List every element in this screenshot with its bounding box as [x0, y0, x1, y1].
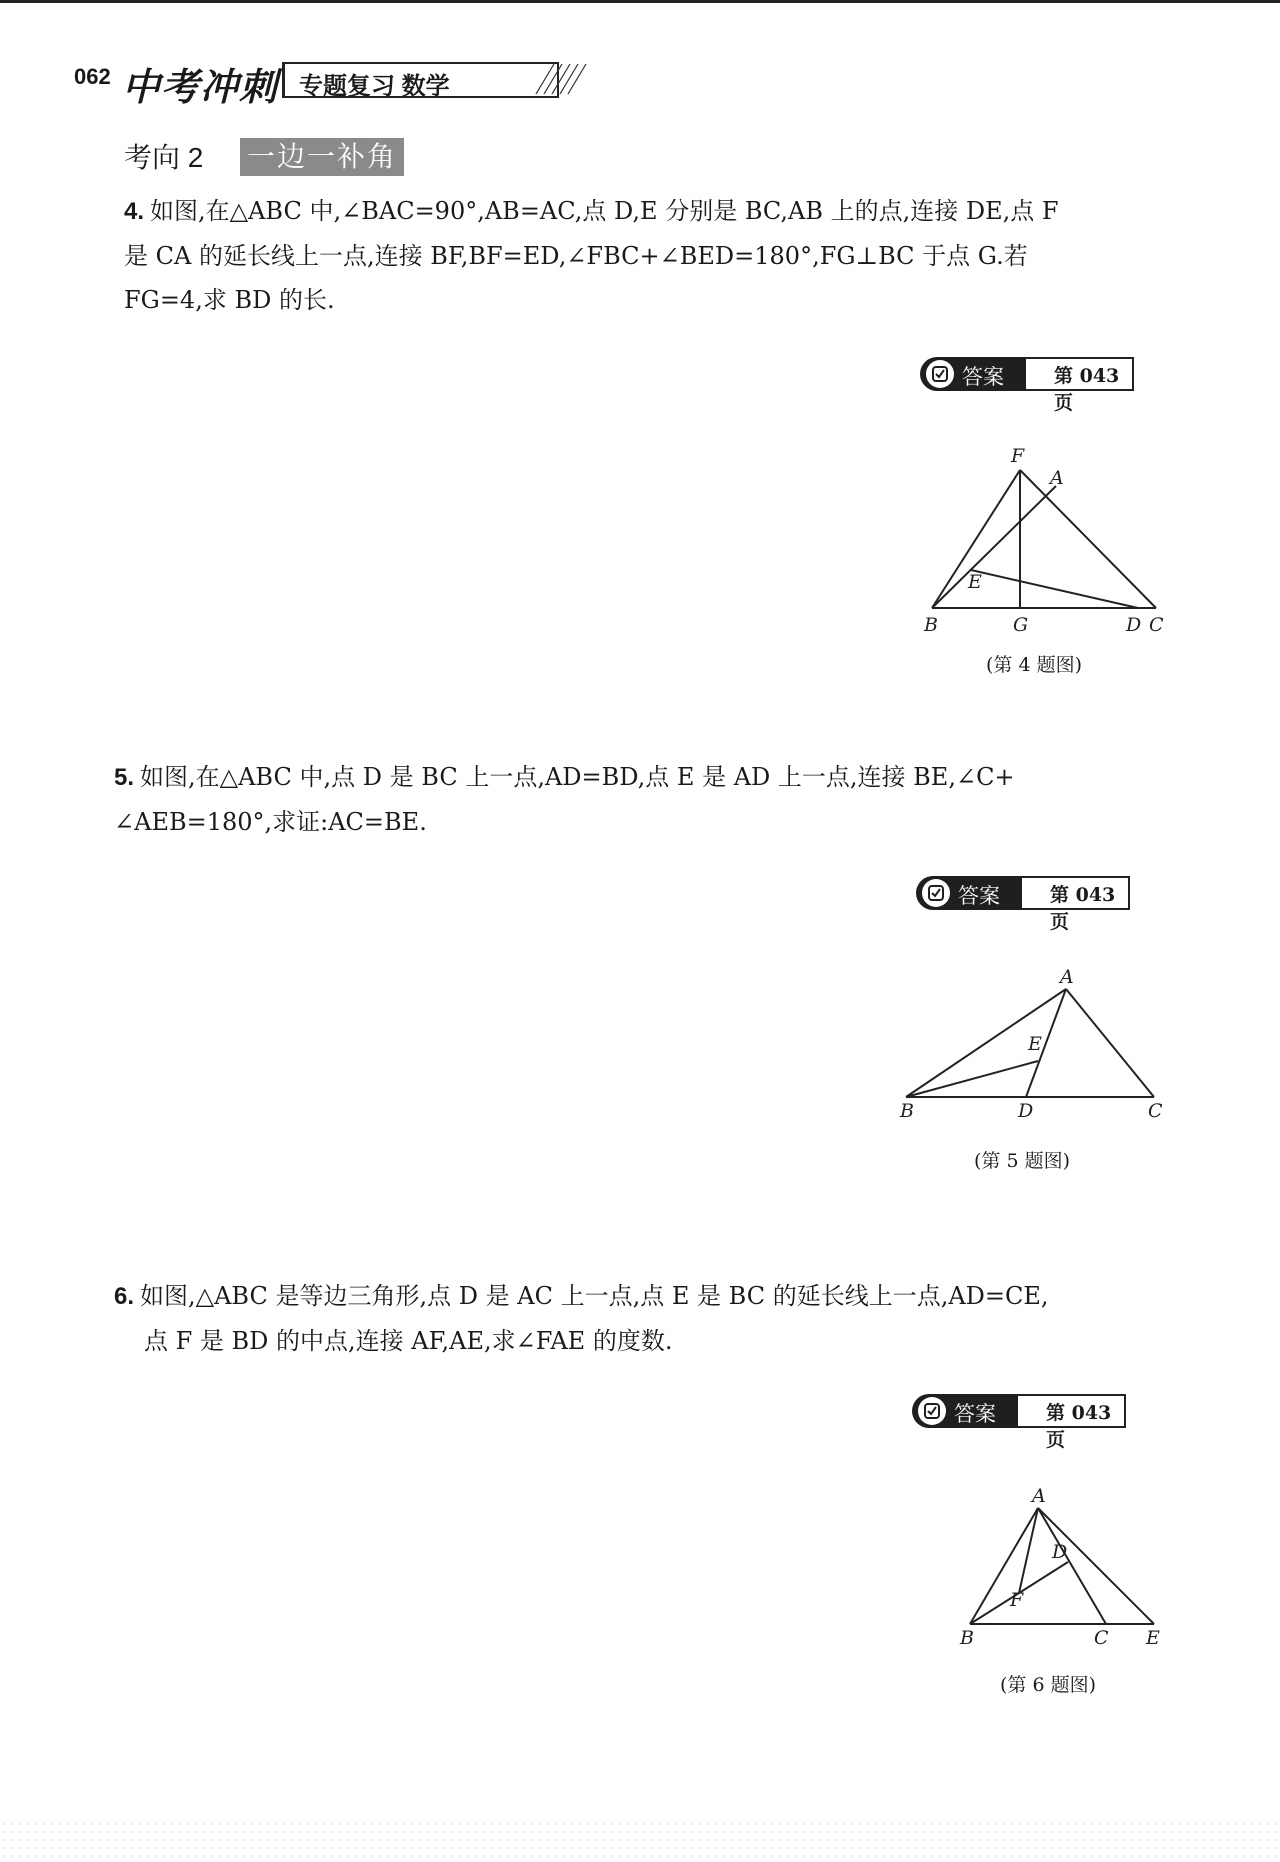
label-A: A: [1060, 966, 1074, 988]
page-header: [74, 56, 534, 109]
label-E: E: [1146, 1627, 1160, 1649]
label-F: F: [1011, 445, 1025, 467]
subtitle: 专题复习 数学: [299, 73, 450, 100]
answer-check-icon: [918, 1397, 946, 1425]
page-number: 062: [74, 64, 111, 89]
top-rule: [0, 0, 1280, 3]
section-tag: 一边一补角: [240, 138, 404, 176]
problem-4: [124, 189, 1059, 322]
problem-5-line-1: 5. 如图,在△ABC 中,点 D 是 BC 上一点,AD=BD,点 E 是 AD 上一点,连接 BE,∠C+: [114, 763, 1015, 791]
figure-6: [950, 1480, 1170, 1650]
book-brand: 中考冲刺: [122, 67, 279, 109]
label-E: E: [968, 571, 982, 593]
label-D: D: [1052, 1541, 1068, 1563]
figure-5: [896, 965, 1176, 1125]
problem-6-line-2: 点 F 是 BD 的中点,连接 AF,AE,求∠FAE 的度数.: [144, 1327, 673, 1355]
answer-label: 答案: [958, 885, 1000, 908]
problem-4-line-3: FG=4,求 BD 的长.: [124, 286, 335, 314]
problem-6-line-1: 6. 如图,△ABC 是等边三角形,点 D 是 AC 上一点,点 E 是 BC 的延长线上一点,AD=CE,: [114, 1282, 1049, 1310]
problem-4-line-2: 是 CA 的延长线上一点,连接 BF,BF=ED,∠FBC+∠BED=180°,FG⊥BC 于点 G.若: [124, 242, 1028, 270]
label-B: B: [960, 1627, 974, 1649]
label-A: A: [1032, 1485, 1046, 1507]
figure-6-caption: (第 6 题图): [1000, 1674, 1096, 1696]
figure-4: [920, 440, 1180, 640]
label-F: F: [1010, 1589, 1024, 1611]
label-C: C: [1149, 614, 1164, 636]
subtitle-box: [282, 62, 559, 98]
problem-6-number: 6.: [114, 1283, 135, 1310]
label-E: E: [1028, 1033, 1042, 1055]
problem-5-line-2: ∠AEB=180°,求证:AC=BE.: [114, 808, 427, 836]
label-C: C: [1148, 1100, 1163, 1122]
problem-4-line-1: 4. 如图,在△ABC 中,∠BAC=90°,AB=AC,点 D,E 分别是 BC,AB 上的点,连接 DE,点 F: [124, 197, 1059, 225]
label-G: G: [1013, 614, 1029, 636]
answer-badge-5[interactable]: [916, 876, 1130, 933]
figure-5-caption: (第 5 题图): [974, 1150, 1070, 1172]
label-A: A: [1050, 467, 1064, 489]
answer-badge-6[interactable]: [912, 1394, 1126, 1451]
problem-4-number: 4.: [124, 198, 145, 225]
section-title: 考向 2: [124, 142, 204, 173]
label-B: B: [900, 1100, 914, 1122]
answer-page: 第 043 页: [1046, 1402, 1112, 1451]
figure-4-caption: (第 4 题图): [986, 654, 1082, 676]
page-bottom-texture: [0, 1820, 1280, 1860]
problem-6: [114, 1274, 1049, 1363]
label-C: C: [1094, 1627, 1109, 1649]
answer-badge-4[interactable]: [920, 357, 1134, 414]
header-hatch-decoration: [532, 64, 592, 94]
answer-page: 第 043 页: [1054, 365, 1120, 414]
answer-label: 答案: [954, 1403, 996, 1426]
label-D: D: [1018, 1100, 1034, 1122]
problem-5: [114, 755, 1015, 844]
problem-5-number: 5.: [114, 764, 135, 791]
answer-label: 答案: [962, 366, 1004, 389]
label-B: B: [924, 614, 938, 636]
answer-page: 第 043 页: [1050, 884, 1116, 933]
label-D: D: [1126, 614, 1142, 636]
answer-check-icon: [926, 360, 954, 388]
answer-check-icon: [922, 879, 950, 907]
